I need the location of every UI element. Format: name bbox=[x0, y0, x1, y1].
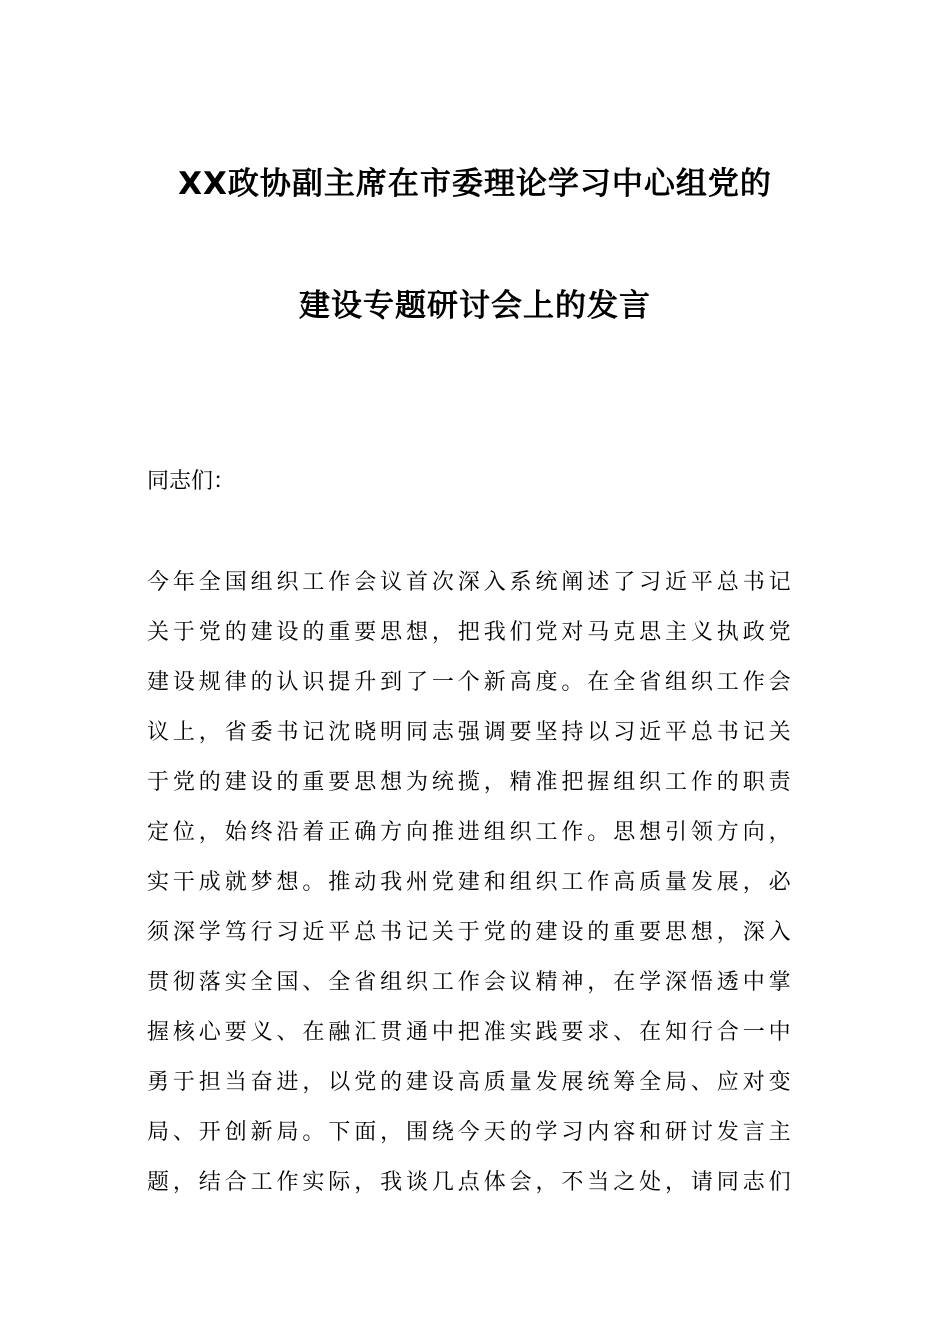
body-line: 勇于担当奋进，以党的建设高质量发展统筹全局、应对变 bbox=[147, 1070, 795, 1095]
body-line: 建设规律的认识提升到了一个新高度。在全省组织工作会 bbox=[147, 670, 795, 695]
body-line: 题，结合工作实际，我谈几点体会，不当之处，请同志们 bbox=[147, 1170, 795, 1195]
body-line: 实干成就梦想。推动我州党建和组织工作高质量发展，必 bbox=[147, 870, 795, 895]
body-line: 议上，省委书记沈晓明同志强调要坚持以习近平总书记关 bbox=[147, 720, 795, 745]
salutation: 同志们： bbox=[147, 469, 236, 494]
body-line: 今年全国组织工作会议首次深入系统阐述了习近平总书记 bbox=[147, 570, 795, 595]
body-line: 须深学笃行习近平总书记关于党的建设的重要思想，深入 bbox=[147, 920, 795, 945]
body-line: 贯彻落实全国、全省组织工作会议精神，在学深悟透中掌 bbox=[147, 970, 795, 995]
body-line: 定位，始终沿着正确方向推进组织工作。思想引领方向， bbox=[147, 820, 795, 845]
document-title-line-2: 建设专题研讨会上的发言 bbox=[299, 288, 651, 324]
body-line: 局、开创新局。下面，围绕今天的学习内容和研讨发言主 bbox=[147, 1120, 795, 1145]
body-line: 握核心要义、在融汇贯通中把准实践要求、在知行合一中 bbox=[147, 1020, 795, 1045]
document-title-line-1: XX政协副主席在市委理论学习中心组党的 bbox=[178, 166, 772, 202]
body-line: 关于党的建设的重要思想，把我们党对马克思主义执政党 bbox=[147, 620, 795, 645]
body-line: 于党的建设的重要思想为统揽，精准把握组织工作的职责 bbox=[147, 770, 795, 795]
